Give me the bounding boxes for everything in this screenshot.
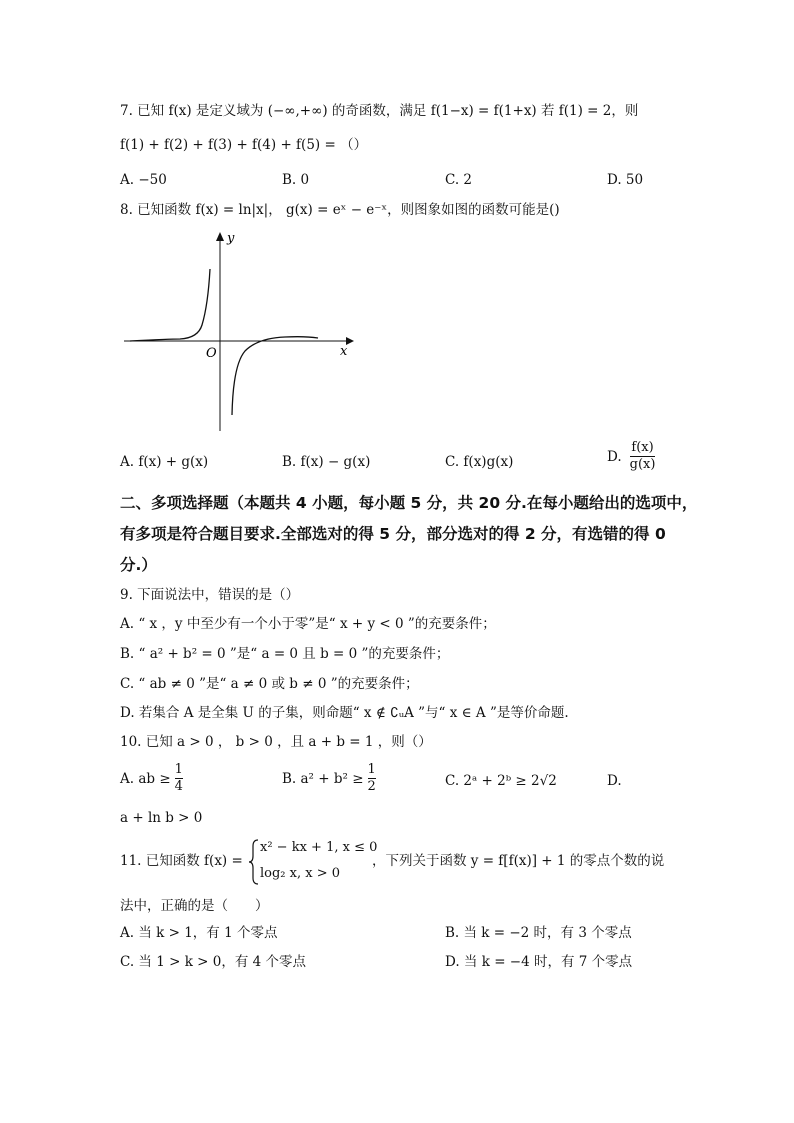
q7-option-d: D. 50	[607, 172, 644, 188]
piecewise-brace	[248, 838, 260, 886]
section2-header-line2: 有多项是符合题目要求.全部选对的得 5 分，部分选对的得 2 分，有选错的得 0	[120, 525, 666, 543]
q10-option-a-fraction	[175, 762, 183, 795]
q11-stem-line2: 法中，正确的是（ ）	[120, 898, 269, 914]
q8-option-d-fraction	[630, 440, 656, 473]
q9-option-a: A. “ x ，y 中至少有一个小于零”是“ x + y < 0 ”的充要条件；	[120, 616, 496, 632]
q8-option-d-label: D.	[607, 448, 622, 465]
q11-stem-prefix: 11. 已知函数 f(x) =	[120, 853, 243, 869]
q8-stem: 8. 已知函数 f(x) = ln|x|， g(x) = eˣ − e⁻ˣ，则图象如图的函数可能是()	[120, 202, 560, 218]
curve-left-branch	[130, 269, 210, 341]
q9-option-c: C. “ ab ≠ 0 ”是“ a ≠ 0 或 b ≠ 0 ”的充要条件；	[120, 676, 419, 692]
q10-option-d-label: D.	[607, 773, 622, 789]
q8-function-graph	[110, 225, 370, 435]
q10-option-b	[282, 762, 376, 795]
q8-option-c: C. f(x)g(x)	[445, 454, 514, 470]
q9-option-d: D. 若集合 A 是全集 U 的子集，则命题“ x ∉ ∁ᵤA ”与“ x ∈ A ”是等价命题.	[120, 705, 569, 721]
graph-x-label: x	[340, 344, 348, 359]
q10-option-d-content: a + ln b > 0	[120, 810, 203, 826]
q8-option-b: B. f(x) − g(x)	[282, 454, 371, 470]
q7-expression: f(1) + f(2) + f(3) + f(4) + f(5) = （）	[120, 137, 368, 153]
q7-option-b: B. 0	[282, 172, 310, 188]
q10-option-a-text: A. ab ≥	[120, 770, 171, 787]
q11-option-c: C. 当 1 > k > 0，有 4 个零点	[120, 954, 307, 970]
q11-case-2: log₂ x, x > 0	[260, 866, 341, 881]
graph-origin-label: O	[206, 346, 217, 361]
q11-case-1: x² − kx + 1, x ≤ 0	[260, 840, 378, 855]
q11-option-a: A. 当 k > 1，有 1 个零点	[120, 925, 278, 941]
q9-stem: 9. 下面说法中，错误的是（）	[120, 587, 300, 603]
fraction-numerator: 1	[174, 762, 183, 777]
y-axis-arrow	[216, 232, 224, 241]
q7-stem: 7. 已知 f(x) 是定义域为 (−∞,+∞) 的奇函数，满足 f(1−x) = f(1+x) 若 f(1) = 2，则	[120, 103, 639, 119]
curve-right-branch	[232, 337, 318, 415]
q10-option-b-fraction	[368, 762, 376, 795]
q10-option-a	[120, 762, 183, 795]
q7-option-a: A. −50	[120, 172, 167, 188]
q11-option-d: D. 当 k = −4 时，有 7 个零点	[445, 954, 633, 970]
section2-header-line1: 二、多项选择题（本题共 4 小题，每小题 5 分，共 20 分.在每小题给出的选项中，	[120, 494, 698, 512]
q10-option-c: C. 2ᵃ + 2ᵇ ≥ 2√2	[445, 773, 557, 789]
fraction-denominator: 2	[367, 779, 376, 794]
section2-header-line3: 分.）	[120, 556, 157, 574]
graph-y-label: y	[227, 231, 235, 246]
q8-option-a: A. f(x) + g(x)	[120, 454, 209, 470]
q11-option-b: B. 当 k = −2 时，有 3 个零点	[445, 925, 632, 941]
q8-option-d	[607, 440, 655, 473]
q10-stem: 10. 已知 a > 0 ， b > 0 ，且 a + b = 1 ，则（）	[120, 734, 432, 750]
fraction-numerator: f(x)	[631, 440, 654, 455]
fraction-denominator: g(x)	[629, 457, 656, 472]
q10-option-b-text: B. a² + b² ≥	[282, 770, 364, 787]
fraction-numerator: 1	[367, 762, 376, 777]
q7-option-c: C. 2	[445, 172, 473, 188]
q9-option-b: B. “ a² + b² = 0 ”是“ a = 0 且 b = 0 ”的充要条件；	[120, 646, 450, 662]
fraction-denominator: 4	[174, 779, 183, 794]
q11-stem-suffix: ，下列关于函数 y = f[f(x)] + 1 的零点个数的说	[372, 853, 665, 869]
